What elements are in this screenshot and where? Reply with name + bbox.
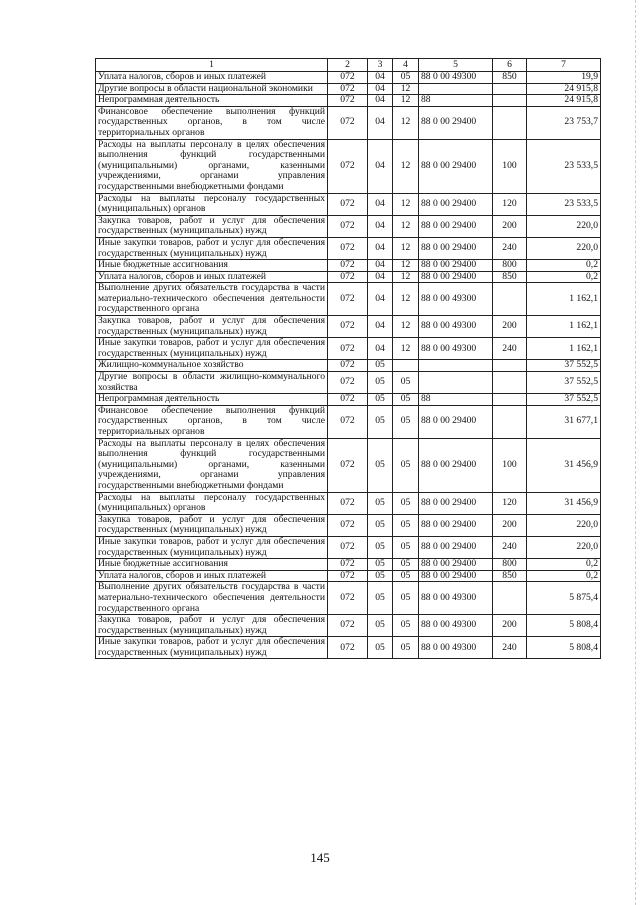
expense-type-cell [493,372,527,394]
target-article-cell: 88 0 00 29400 [419,106,493,139]
subsection-cell: 05 [393,438,419,492]
ministry-code-cell: 072 [328,360,368,372]
column-header: 1 [96,59,328,72]
amount-cell: 0,2 [527,559,601,571]
section-cell: 05 [368,514,393,536]
table-row [96,139,601,193]
amount-cell: 37 552,5 [527,394,601,406]
target-article-cell: 88 0 00 29400 [419,514,493,536]
ministry-code-cell: 072 [328,316,368,338]
expense-name-cell: Расходы на выплаты персоналу в целях обеспечения выполнения функций государственными (муниципальными) органами, казенными учреждениями, органами управления государственными внебюджетными фондами [96,139,328,193]
table-row [96,72,601,84]
ministry-code-cell: 072 [328,514,368,536]
table-row [96,372,601,394]
section-cell: 05 [368,570,393,582]
target-article-cell: 88 0 00 29400 [419,193,493,215]
subsection-cell: 12 [393,106,419,139]
amount-cell: 220,0 [527,215,601,237]
amount-cell: 23 533,5 [527,193,601,215]
amount-cell: 1 162,1 [527,338,601,360]
section-cell: 04 [368,283,393,316]
table-row [96,570,601,582]
subsection-cell: 05 [393,570,419,582]
subsection-cell: 05 [393,615,419,637]
target-article-cell: 88 0 00 49300 [419,283,493,316]
table-row [96,316,601,338]
ministry-code-cell: 072 [328,637,368,659]
target-article-cell: 88 0 00 29400 [419,139,493,193]
ministry-code-cell: 072 [328,260,368,272]
expense-name-cell: Выполнение других обязательств государства в части материально-технического обеспечения деятельности государственного органа [96,283,328,316]
expense-type-cell [493,582,527,615]
expense-name-cell: Уплата налогов, сборов и иных платежей [96,72,328,84]
amount-cell: 37 552,5 [527,372,601,394]
expense-type-cell: 240 [493,237,527,259]
table-row [96,95,601,107]
subsection-cell: 05 [393,372,419,394]
column-header: 7 [527,59,601,72]
subsection-cell: 05 [393,492,419,514]
expense-type-cell: 800 [493,559,527,571]
target-article-cell: 88 0 00 29400 [419,559,493,571]
table-row [96,405,601,438]
section-cell: 05 [368,582,393,615]
expense-type-cell: 200 [493,514,527,536]
section-cell: 05 [368,637,393,659]
subsection-cell: 05 [393,405,419,438]
amount-cell: 37 552,5 [527,360,601,372]
subsection-cell: 12 [393,193,419,215]
ministry-code-cell: 072 [328,372,368,394]
expense-type-cell: 850 [493,570,527,582]
table-row [96,514,601,536]
page-number: 145 [310,850,330,865]
expense-name-cell: Иные бюджетные ассигнования [96,260,328,272]
amount-cell: 220,0 [527,536,601,558]
table-header-row [96,59,601,72]
amount-cell: 24 915,8 [527,95,601,107]
ministry-code-cell: 072 [328,139,368,193]
expense-name-cell: Иные закупки товаров, работ и услуг для обеспечения государственных (муниципальных) нужд [96,637,328,659]
amount-cell: 31 677,1 [527,405,601,438]
section-cell: 04 [368,316,393,338]
amount-cell: 23 533,5 [527,139,601,193]
target-article-cell [419,83,493,95]
subsection-cell: 05 [393,514,419,536]
expense-type-cell: 100 [493,139,527,193]
amount-cell: 1 162,1 [527,283,601,316]
target-article-cell: 88 0 00 29400 [419,492,493,514]
column-header: 6 [493,59,527,72]
expense-name-cell: Иные бюджетные ассигнования [96,559,328,571]
expense-type-cell: 800 [493,260,527,272]
subsection-cell: 12 [393,215,419,237]
ministry-code-cell: 072 [328,492,368,514]
expense-name-cell: Закупка товаров, работ и услуг для обеспечения государственных (муниципальных) нужд [96,615,328,637]
table-row [96,237,601,259]
section-cell: 04 [368,72,393,84]
section-cell: 04 [368,83,393,95]
section-cell: 04 [368,193,393,215]
target-article-cell: 88 0 00 49300 [419,615,493,637]
ministry-code-cell: 072 [328,215,368,237]
table-row [96,559,601,571]
subsection-cell: 05 [393,637,419,659]
expense-type-cell [493,360,527,372]
subsection-cell: 12 [393,83,419,95]
target-article-cell: 88 0 00 29400 [419,405,493,438]
subsection-cell: 12 [393,95,419,107]
scan-edge-line [634,0,636,905]
expense-name-cell: Непрограммная деятельность [96,95,328,107]
expense-name-cell: Иные закупки товаров, работ и услуг для обеспечения государственных (муниципальных) нужд [96,338,328,360]
expense-type-cell: 240 [493,536,527,558]
amount-cell: 5 875,4 [527,582,601,615]
ministry-code-cell: 072 [328,83,368,95]
ministry-code-cell: 072 [328,405,368,438]
target-article-cell: 88 0 00 29400 [419,237,493,259]
expense-type-cell: 120 [493,193,527,215]
target-article-cell: 88 0 00 49300 [419,72,493,84]
table-row [96,637,601,659]
subsection-cell: 12 [393,139,419,193]
ministry-code-cell: 072 [328,95,368,107]
section-cell: 04 [368,260,393,272]
expense-type-cell: 120 [493,492,527,514]
column-header: 5 [419,59,493,72]
amount-cell: 220,0 [527,237,601,259]
expense-type-cell: 240 [493,338,527,360]
section-cell: 04 [368,237,393,259]
section-cell: 05 [368,438,393,492]
table-row [96,492,601,514]
subsection-cell: 12 [393,237,419,259]
target-article-cell: 88 0 00 49300 [419,582,493,615]
table-row [96,338,601,360]
target-article-cell [419,372,493,394]
target-article-cell: 88 0 00 29400 [419,260,493,272]
amount-cell: 5 808,4 [527,615,601,637]
ministry-code-cell: 072 [328,559,368,571]
amount-cell: 1 162,1 [527,316,601,338]
section-cell: 04 [368,139,393,193]
subsection-cell [393,360,419,372]
section-cell: 05 [368,360,393,372]
target-article-cell: 88 0 00 29400 [419,536,493,558]
ministry-code-cell: 072 [328,271,368,283]
section-cell: 04 [368,95,393,107]
expense-name-cell: Закупка товаров, работ и услуг для обеспечения государственных (муниципальных) нужд [96,316,328,338]
expense-name-cell: Расходы на выплаты персоналу государственных (муниципальных) органов [96,492,328,514]
section-cell: 05 [368,405,393,438]
target-article-cell: 88 0 00 29400 [419,570,493,582]
amount-cell: 31 456,9 [527,438,601,492]
expense-name-cell: Жилищно-коммунальное хозяйство [96,360,328,372]
budget-table [95,58,601,659]
expense-type-cell [493,405,527,438]
amount-cell: 5 808,4 [527,637,601,659]
section-cell: 05 [368,394,393,406]
section-cell: 05 [368,372,393,394]
ministry-code-cell: 072 [328,237,368,259]
target-article-cell: 88 0 00 29400 [419,271,493,283]
amount-cell: 0,2 [527,271,601,283]
target-article-cell [419,360,493,372]
expense-type-cell [493,394,527,406]
table-row [96,83,601,95]
ministry-code-cell: 072 [328,615,368,637]
column-header: 2 [328,59,368,72]
expense-type-cell: 850 [493,271,527,283]
expense-type-cell: 200 [493,615,527,637]
table-row [96,360,601,372]
expense-name-cell: Другие вопросы в области жилищно-коммунального хозяйства [96,372,328,394]
expense-name-cell: Уплата налогов, сборов и иных платежей [96,271,328,283]
table-row [96,215,601,237]
expense-name-cell: Финансовое обеспечение выполнения функций государственных органов, в том числе территориальных органов [96,106,328,139]
subsection-cell: 12 [393,338,419,360]
ministry-code-cell: 072 [328,582,368,615]
section-cell: 04 [368,271,393,283]
target-article-cell: 88 [419,394,493,406]
table-row [96,536,601,558]
table-row [96,394,601,406]
subsection-cell: 12 [393,260,419,272]
subsection-cell: 12 [393,271,419,283]
section-cell: 04 [368,338,393,360]
expense-name-cell: Расходы на выплаты персоналу государственных (муниципальных) органов [96,193,328,215]
expense-name-cell: Непрограммная деятельность [96,394,328,406]
expense-type-cell: 850 [493,72,527,84]
table-row [96,615,601,637]
subsection-cell: 12 [393,283,419,316]
expense-name-cell: Закупка товаров, работ и услуг для обеспечения государственных (муниципальных) нужд [96,215,328,237]
ministry-code-cell: 072 [328,72,368,84]
section-cell: 05 [368,615,393,637]
subsection-cell: 12 [393,316,419,338]
expense-name-cell: Закупка товаров, работ и услуг для обеспечения государственных (муниципальных) нужд [96,514,328,536]
expense-type-cell [493,106,527,139]
amount-cell: 0,2 [527,570,601,582]
subsection-cell: 05 [393,582,419,615]
ministry-code-cell: 072 [328,338,368,360]
ministry-code-cell: 072 [328,536,368,558]
section-cell: 04 [368,106,393,139]
table-row [96,106,601,139]
ministry-code-cell: 072 [328,283,368,316]
ministry-code-cell: 072 [328,394,368,406]
expense-name-cell: Иные закупки товаров, работ и услуг для обеспечения государственных (муниципальных) нужд [96,237,328,259]
amount-cell: 24 915,8 [527,83,601,95]
expense-type-cell [493,283,527,316]
section-cell: 04 [368,215,393,237]
expense-name-cell: Финансовое обеспечение выполнения функций государственных органов, в том числе территориальных органов [96,405,328,438]
amount-cell: 23 753,7 [527,106,601,139]
amount-cell: 0,2 [527,260,601,272]
expense-name-cell: Другие вопросы в области национальной экономики [96,83,328,95]
target-article-cell: 88 0 00 29400 [419,438,493,492]
target-article-cell: 88 0 00 49300 [419,338,493,360]
target-article-cell: 88 0 00 49300 [419,637,493,659]
amount-cell: 220,0 [527,514,601,536]
table-row [96,582,601,615]
expense-type-cell [493,83,527,95]
table-row [96,260,601,272]
section-cell: 05 [368,492,393,514]
table-body [96,72,601,659]
ministry-code-cell: 072 [328,193,368,215]
table-row [96,283,601,316]
table-row [96,271,601,283]
table-row [96,438,601,492]
target-article-cell: 88 [419,95,493,107]
target-article-cell: 88 0 00 49300 [419,316,493,338]
column-header: 3 [368,59,393,72]
amount-cell: 19,9 [527,72,601,84]
subsection-cell: 05 [393,72,419,84]
expense-type-cell: 240 [493,637,527,659]
expense-type-cell: 200 [493,215,527,237]
target-article-cell: 88 0 00 29400 [419,215,493,237]
expense-type-cell [493,95,527,107]
expense-name-cell: Иные закупки товаров, работ и услуг для обеспечения государственных (муниципальных) нужд [96,536,328,558]
expense-name-cell: Уплата налогов, сборов и иных платежей [96,570,328,582]
section-cell: 05 [368,536,393,558]
ministry-code-cell: 072 [328,570,368,582]
subsection-cell: 05 [393,394,419,406]
amount-cell: 31 456,9 [527,492,601,514]
expense-name-cell: Выполнение других обязательств государства в части материально-технического обеспечения деятельности государственного органа [96,582,328,615]
expense-name-cell: Расходы на выплаты персоналу в целях обеспечения выполнения функций государственными (муниципальными) органами, казенными учреждениями, органами управления государственными внебюджетными фондами [96,438,328,492]
ministry-code-cell: 072 [328,438,368,492]
ministry-code-cell: 072 [328,106,368,139]
table-row [96,193,601,215]
expense-type-cell: 100 [493,438,527,492]
expense-type-cell: 200 [493,316,527,338]
subsection-cell: 05 [393,559,419,571]
section-cell: 05 [368,559,393,571]
subsection-cell: 05 [393,536,419,558]
column-header: 4 [393,59,419,72]
